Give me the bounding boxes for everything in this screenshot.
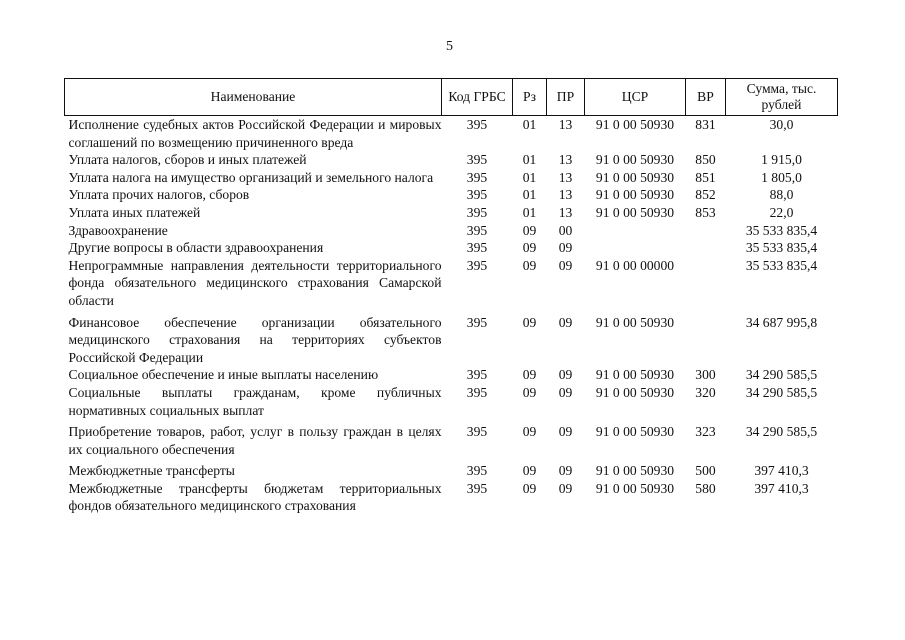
table-row xyxy=(65,239,838,257)
table-row xyxy=(65,116,838,152)
cell-pr: 09 xyxy=(558,257,573,273)
cell-name: Межбюджетные трансферты бюджетам территориальных фондов обязательного медицинского страхования xyxy=(68,480,442,514)
cell-rz: 01 xyxy=(522,204,537,220)
cell-csr xyxy=(585,222,686,240)
cell-vr: 851 xyxy=(695,169,716,185)
cell-vr: 300 xyxy=(695,367,716,383)
cell-rz: 09 xyxy=(522,367,537,383)
cell-rz: 09 xyxy=(522,240,537,256)
cell-pr: 09 xyxy=(558,367,573,383)
cell-pr: 09 xyxy=(558,463,573,479)
table-row xyxy=(65,222,838,240)
cell-csr: 91 0 00 50930 xyxy=(595,314,675,330)
cell-vr: 320 xyxy=(695,384,716,400)
table-row xyxy=(65,186,838,204)
cell-name: Межбюджетные трансферты xyxy=(68,463,235,479)
cell-rz: 09 xyxy=(522,424,537,440)
cell-pr: 09 xyxy=(558,314,573,330)
cell-name: Непрограммные направления деятельности территориального фонда обязательного медицинского страхования Самарской области xyxy=(68,257,442,308)
page-number: 5 xyxy=(446,39,453,54)
cell-pr: 09 xyxy=(558,384,573,400)
cell-rz: 09 xyxy=(522,463,537,479)
table-row xyxy=(65,384,838,419)
cell-vr xyxy=(686,257,726,310)
cell-pr: 13 xyxy=(558,187,573,203)
cell-sum: 35 533 835,4 xyxy=(745,240,818,256)
table-row xyxy=(65,151,838,169)
table-row xyxy=(65,257,838,310)
cell-name: Здравоохранение xyxy=(68,222,168,238)
cell-pr: 09 xyxy=(558,424,573,440)
cell-pr: 09 xyxy=(558,240,573,256)
cell-grbs: 395 xyxy=(466,463,488,479)
table-header xyxy=(65,79,838,116)
cell-pr: 13 xyxy=(558,152,573,168)
cell-vr: 831 xyxy=(695,117,716,132)
cell-name: Исполнение судебных актов Российской Федерации и мировых соглашений по возмещению причиненного вреда xyxy=(68,117,442,150)
cell-vr: 323 xyxy=(695,424,716,440)
cell-vr: 853 xyxy=(695,204,716,220)
table-row xyxy=(65,480,838,515)
cell-pr: 09 xyxy=(558,480,573,496)
cell-csr: 91 0 00 50930 xyxy=(595,424,675,440)
cell-vr: 500 xyxy=(695,463,716,479)
cell-csr xyxy=(585,239,686,257)
cell-sum: 397 410,3 xyxy=(754,480,809,496)
cell-csr: 91 0 00 50930 xyxy=(595,169,675,185)
cell-name: Финансовое обеспечение организации обязательного медицинского страхования на территориях субъектов Российской Федерации xyxy=(68,314,442,365)
cell-sum: 1 805,0 xyxy=(761,169,802,185)
table-row xyxy=(65,366,838,384)
cell-grbs: 395 xyxy=(466,240,488,256)
cell-csr: 91 0 00 00000 xyxy=(595,257,675,273)
cell-pr: 13 xyxy=(558,169,573,185)
cell-rz: 09 xyxy=(522,222,537,238)
cell-rz: 09 xyxy=(522,314,537,330)
cell-grbs: 395 xyxy=(466,222,488,238)
cell-sum: 34 290 585,5 xyxy=(745,384,818,400)
table-row xyxy=(65,169,838,187)
cell-rz: 01 xyxy=(522,169,537,185)
cell-rz: 01 xyxy=(522,152,537,168)
cell-sum: 35 533 835,4 xyxy=(745,257,818,273)
cell-name: Социальные выплаты гражданам, кроме публичных нормативных социальных выплат xyxy=(68,384,442,418)
cell-pr: 00 xyxy=(558,222,573,238)
cell-grbs: 395 xyxy=(466,314,488,330)
cell-vr xyxy=(686,239,726,257)
cell-sum: 1 915,0 xyxy=(761,152,802,168)
header-grbs: Код ГРБС xyxy=(442,79,513,116)
cell-vr xyxy=(686,222,726,240)
cell-grbs: 395 xyxy=(466,117,488,132)
cell-sum: 397 410,3 xyxy=(754,463,809,479)
cell-csr: 91 0 00 50930 xyxy=(595,117,675,132)
cell-sum: 34 687 995,8 xyxy=(745,314,818,330)
cell-vr: 580 xyxy=(695,480,716,496)
cell-csr: 91 0 00 50930 xyxy=(595,152,675,168)
cell-rz: 09 xyxy=(522,257,537,273)
cell-name: Социальное обеспечение и иные выплаты населению xyxy=(68,367,379,383)
cell-sum: 30,0 xyxy=(769,117,794,132)
cell-sum: 34 290 585,5 xyxy=(745,367,818,383)
header-rz: Рз xyxy=(513,79,547,116)
cell-grbs: 395 xyxy=(466,384,488,400)
table-body xyxy=(65,116,838,516)
table-row xyxy=(65,204,838,222)
cell-csr: 91 0 00 50930 xyxy=(595,384,675,400)
cell-name: Уплата налога на имущество организаций и земельного налога xyxy=(68,169,434,185)
cell-grbs: 395 xyxy=(466,480,488,496)
cell-name: Уплата прочих налогов, сборов xyxy=(68,187,250,203)
table-row xyxy=(65,458,838,480)
cell-vr: 850 xyxy=(695,152,716,168)
cell-grbs: 395 xyxy=(466,204,488,220)
header-csr: ЦСР xyxy=(585,79,686,116)
cell-csr: 91 0 00 50930 xyxy=(595,367,675,383)
cell-csr: 91 0 00 50930 xyxy=(595,480,675,496)
cell-rz: 09 xyxy=(522,480,537,496)
table-row xyxy=(65,310,838,367)
cell-sum: 22,0 xyxy=(769,204,794,220)
cell-name: Другие вопросы в области здравоохранения xyxy=(68,240,324,256)
cell-rz: 01 xyxy=(522,187,537,203)
cell-grbs: 395 xyxy=(466,187,488,203)
cell-csr: 91 0 00 50930 xyxy=(595,204,675,220)
cell-csr: 91 0 00 50930 xyxy=(595,187,675,203)
cell-csr: 91 0 00 50930 xyxy=(595,463,675,479)
cell-pr: 13 xyxy=(558,204,573,220)
cell-sum: 88,0 xyxy=(769,187,794,203)
cell-grbs: 395 xyxy=(466,367,488,383)
cell-name: Приобретение товаров, работ, услуг в пользу граждан в целях их социального обеспечения xyxy=(68,424,442,457)
header-pr: ПР xyxy=(547,79,585,116)
cell-grbs: 395 xyxy=(466,152,488,168)
cell-pr: 13 xyxy=(558,117,573,132)
cell-name: Уплата налогов, сборов и иных платежей xyxy=(68,152,307,168)
cell-name: Уплата иных платежей xyxy=(68,204,201,220)
header-vr: ВР xyxy=(686,79,726,116)
cell-vr xyxy=(686,310,726,367)
table-row xyxy=(65,419,838,458)
cell-grbs: 395 xyxy=(466,169,488,185)
header-sum: Сумма, тыс. рублей xyxy=(726,79,838,116)
cell-sum: 35 533 835,4 xyxy=(745,222,818,238)
header-name: Наименование xyxy=(65,79,442,116)
cell-rz: 01 xyxy=(522,117,537,132)
cell-grbs: 395 xyxy=(466,257,488,273)
budget-table xyxy=(64,78,838,515)
cell-grbs: 395 xyxy=(466,424,488,440)
cell-rz: 09 xyxy=(522,384,537,400)
cell-vr: 852 xyxy=(695,187,716,203)
cell-sum: 34 290 585,5 xyxy=(745,424,818,440)
